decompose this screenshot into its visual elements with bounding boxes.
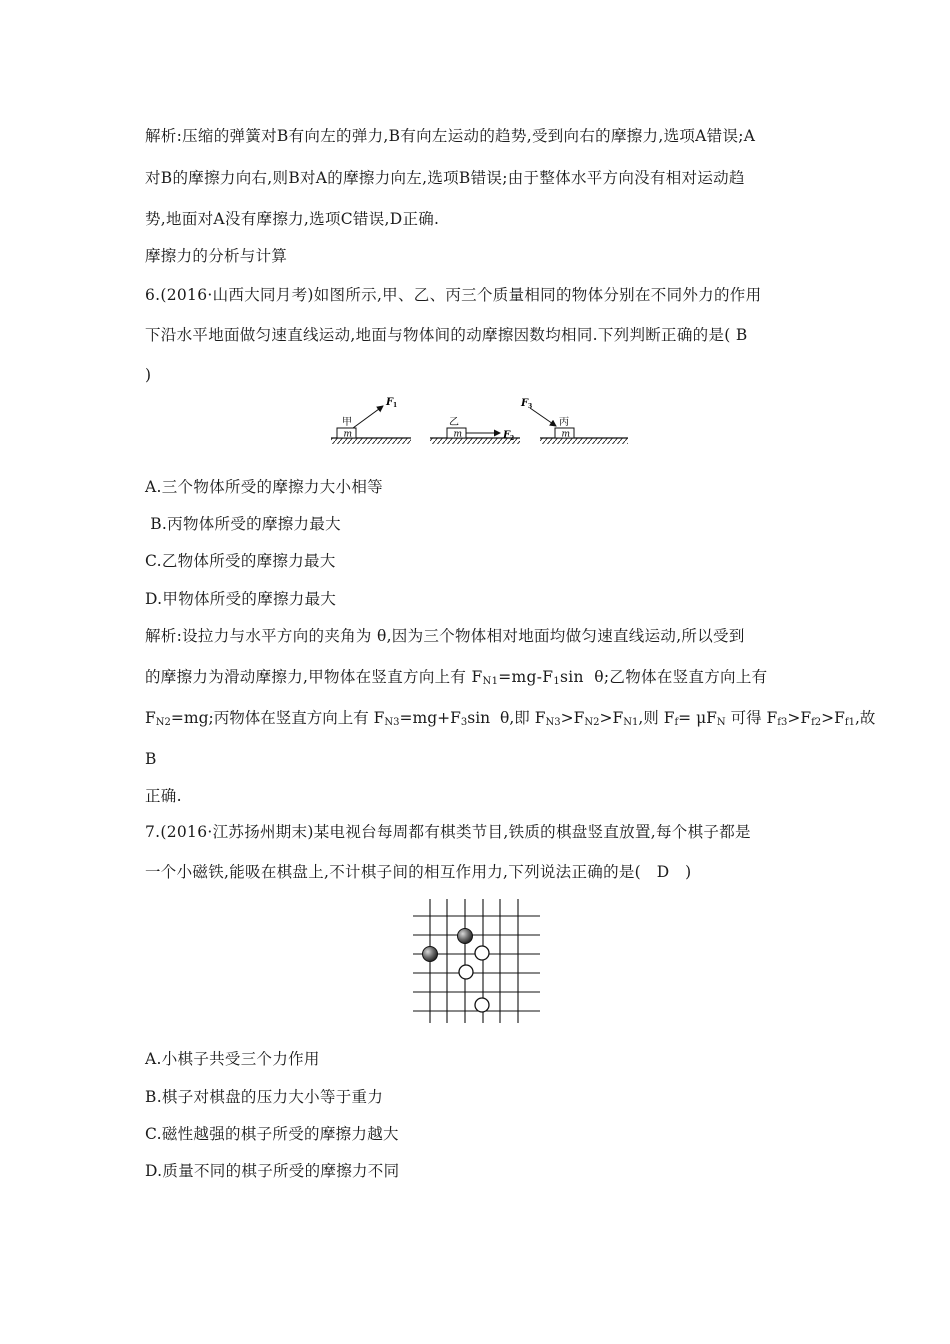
- q6-analysis-line-5: 正确.: [145, 787, 182, 805]
- mass-label: m: [343, 429, 353, 440]
- label-jia: 甲: [342, 417, 352, 428]
- q5-analysis-line-3: 势,地面对A没有摩擦力,选项C错误,D正确.: [145, 210, 440, 228]
- q5-analysis-line-2: 对B的摩擦力向右,则B对A的摩擦力向左,选项B错误;由于整体水平方向没有相对运动趋: [145, 169, 745, 187]
- q5-analysis-line-1: 解析:压缩的弹簧对B有向左的弹力,B有向左运动的趋势,受到向右的摩擦力,选项A错误;A: [145, 127, 756, 145]
- q7-option-d: D.质量不同的棋子所受的摩擦力不同: [145, 1162, 400, 1180]
- q6-option-d: D.甲物体所受的摩擦力最大: [145, 590, 337, 608]
- white-stone: [475, 998, 489, 1012]
- q7-stem-line-2: 一个小磁铁,能吸在棋盘上,不计棋子间的相互作用力,下列说法正确的是( D ): [145, 863, 692, 881]
- f2-label: F: [503, 430, 511, 441]
- q6-force-diagram: [325, 393, 630, 453]
- svg-text:3: 3: [528, 403, 533, 410]
- q6-option-b: B.丙物体所受的摩擦力最大: [145, 515, 341, 533]
- section-title: 摩擦力的分析与计算: [145, 247, 288, 265]
- f1-label: F: [386, 397, 394, 408]
- block-bing: [520, 398, 628, 444]
- q6-option-c: C.乙物体所受的摩擦力最大: [145, 552, 336, 570]
- q7-stem-line-1: 7.(2016·江苏扬州期末)某电视台每周都有棋类节目,铁质的棋盘竖直放置,每个棋子都是: [145, 823, 751, 841]
- q6-analysis-line-2: 的摩擦力为滑动摩擦力,甲物体在竖直方向上有 $F_{N1}=mg-F_1\sin$ θ;乙物体在竖直方向上有: [145, 668, 768, 687]
- q7-option-c: C.磁性越强的棋子所受的摩擦力越大: [145, 1125, 399, 1143]
- q6-analysis-line-3: $F_{N2}=mg$;丙物体在竖直方向上有 $F_{N3}=mg+F_3\sin$ θ,即 $F_{N3}>F_{N2}>F_{N1}$,则 $F_f= \mu F_N$ 可得 $F_{f3}>F_{f2}>F_{f1}$,故: [145, 709, 876, 728]
- label-yi: 乙: [449, 417, 459, 428]
- block-yi: [430, 416, 520, 444]
- q7-option-b: B.棋子对棋盘的压力大小等于重力: [145, 1088, 384, 1106]
- white-stone: [475, 946, 489, 960]
- q6-stem-line-2: 下沿水平地面做匀速直线运动,地面与物体间的动摩擦因数均相同.下列判断正确的是( B: [145, 326, 748, 344]
- q6-stem-line-1: 6.(2016·山西大同月考)如图所示,甲、乙、丙三个质量相同的物体分别在不同外力的作用: [145, 286, 762, 304]
- black-stone: [423, 947, 438, 962]
- block-jia: [331, 397, 411, 444]
- f3-label: F: [521, 398, 529, 409]
- q6-stem-line-3: ): [145, 366, 152, 384]
- label-bing: 丙: [559, 417, 569, 428]
- q7-option-a: A.小棋子共受三个力作用: [145, 1050, 320, 1068]
- q6-option-a: A.三个物体所受的摩擦力大小相等: [145, 478, 383, 496]
- mass-label: m: [453, 429, 463, 440]
- svg-text:2: 2: [510, 435, 515, 442]
- mass-label: m: [561, 429, 571, 440]
- q6-analysis-line-4: B: [145, 750, 157, 768]
- black-stone: [458, 929, 473, 944]
- white-stone: [459, 965, 473, 979]
- q7-chessboard-figure: [408, 896, 548, 1026]
- q6-analysis-line-1: 解析:设拉力与水平方向的夹角为 θ,因为三个物体相对地面均做匀速直线运动,所以受到: [145, 627, 745, 645]
- svg-text:1: 1: [393, 402, 398, 409]
